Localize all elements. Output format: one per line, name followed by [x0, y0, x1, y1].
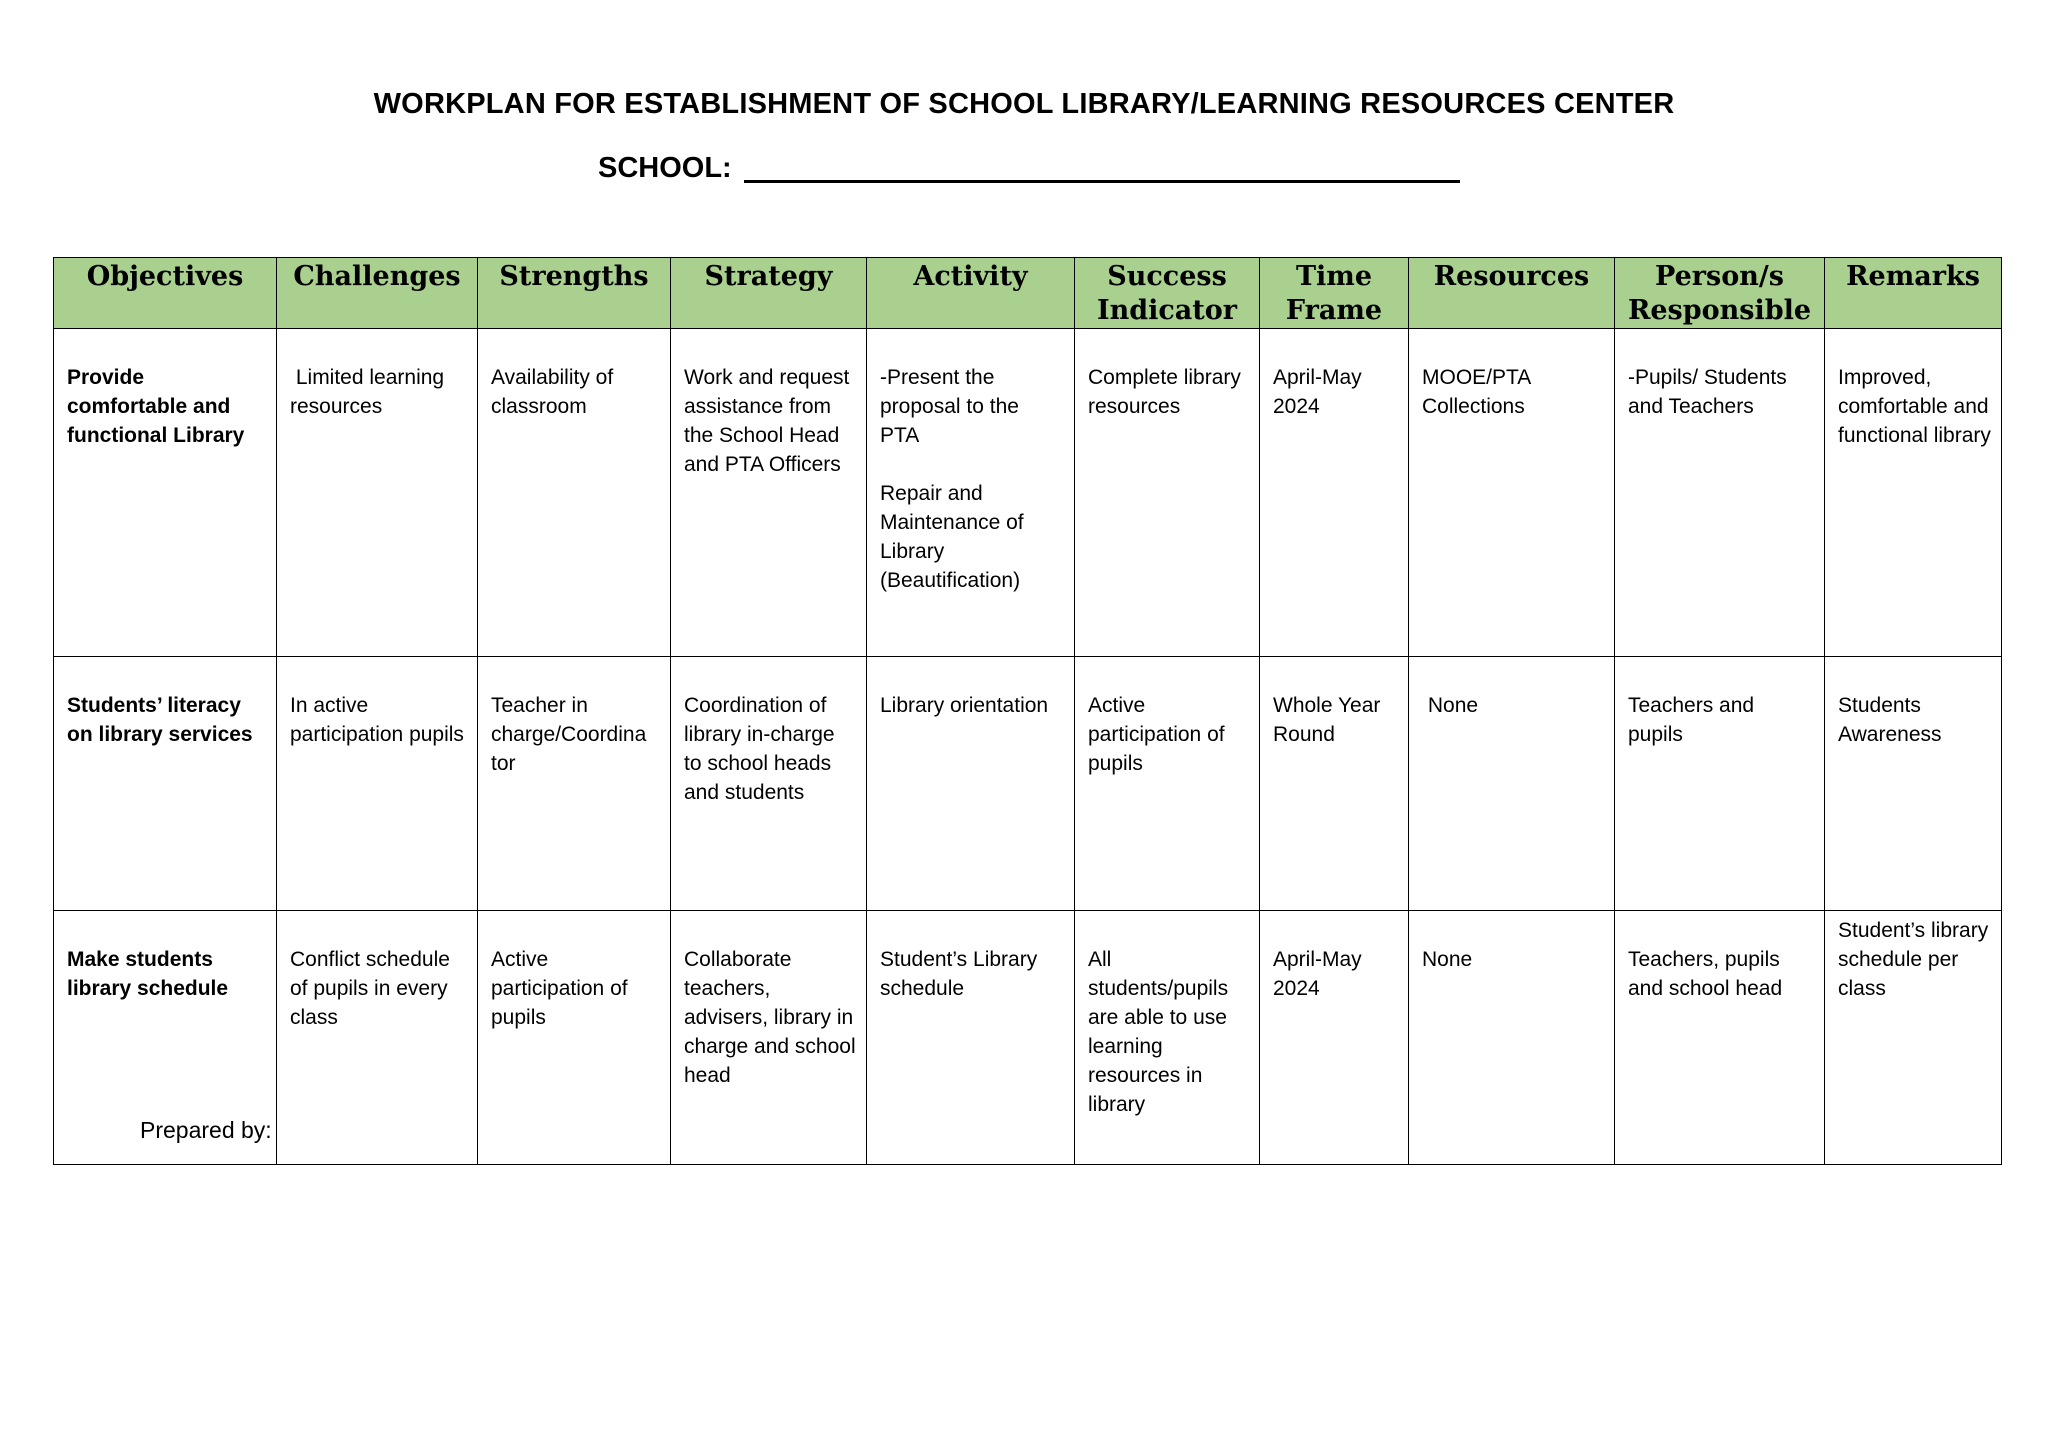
cell-activity: Library orientation — [867, 657, 1075, 911]
cell-resources: MOOE/PTA Collections — [1409, 329, 1615, 657]
workplan-table — [53, 257, 2002, 1165]
prepared-by-label: Prepared by: — [140, 1117, 272, 1143]
header-strategy: Strategy — [671, 258, 867, 329]
table-row — [54, 657, 2002, 911]
cell-objectives: Make students library schedule — [54, 911, 277, 1165]
cell-challenges-text: Limited learning resources — [290, 366, 450, 418]
cell-responsible: Teachers and pupils — [1615, 657, 1825, 911]
document-title: WORKPLAN FOR ESTABLISHMENT OF SCHOOL LIBRARY/LEARNING RESOURCES CENTER — [373, 88, 1675, 120]
cell-remarks-text: Student’s library schedule per class — [1838, 919, 1995, 1000]
cell-strategy: Coordination of library in-charge to school heads and students — [671, 657, 867, 911]
header-challenges: Challenges — [277, 258, 478, 329]
header-objectives: Objectives — [54, 258, 277, 329]
cell-time-frame: April-May 2024 — [1260, 911, 1409, 1165]
school-blank-line — [744, 150, 1460, 183]
activity-item: Repair and Maintenance of Library (Beautification) — [880, 482, 1030, 592]
table-header-row — [54, 258, 2002, 329]
cell-strengths: Teacher in charge/Coordina tor — [478, 657, 671, 911]
cell-activity: Student’s Library schedule — [867, 911, 1075, 1165]
cell-objectives: Students’ literacy on library services — [54, 657, 277, 911]
cell-responsible: -Pupils/ Students and Teachers — [1615, 329, 1825, 657]
cell-strengths: Active participation of pupils — [478, 911, 671, 1165]
header-persons-responsible: Person/s Responsible — [1615, 258, 1825, 329]
cell-challenges: Conflict schedule of pupils in every class — [277, 911, 478, 1165]
cell-strategy: Work and request assistance from the School Head and PTA Officers — [671, 329, 867, 657]
cell-resources-text: None — [1422, 694, 1479, 717]
cell-challenges — [277, 329, 478, 657]
activity-item: -Present the proposal to the PTA — [880, 366, 1025, 447]
cell-time-frame: Whole Year Round — [1260, 657, 1409, 911]
school-label: SCHOOL: — [598, 152, 732, 184]
cell-objectives: Provide comfortable and functional Library — [54, 329, 277, 657]
table-row — [54, 329, 2002, 657]
cell-responsible: Teachers, pupils and school head — [1615, 911, 1825, 1165]
header-remarks: Remarks — [1825, 258, 2002, 329]
cell-resources: None — [1409, 911, 1615, 1165]
header-success-indicator: Success Indicator — [1075, 258, 1260, 329]
table-row — [54, 911, 2002, 1165]
cell-challenges: In active participation pupils — [277, 657, 478, 911]
header-strengths: Strengths — [478, 258, 671, 329]
cell-remarks: Students Awareness — [1825, 657, 2002, 911]
header-activity: Activity — [867, 258, 1075, 329]
cell-time-frame: April-May 2024 — [1260, 329, 1409, 657]
school-field — [598, 150, 1460, 185]
cell-strengths: Availability of classroom — [478, 329, 671, 657]
cell-resources — [1409, 657, 1615, 911]
cell-remarks — [1825, 911, 2002, 1165]
header-resources: Resources — [1409, 258, 1615, 329]
cell-remarks: Improved, comfortable and functional library — [1825, 329, 2002, 657]
cell-strategy: Collaborate teachers, advisers, library in charge and school head — [671, 911, 867, 1165]
cell-success-indicator: Complete library resources — [1075, 329, 1260, 657]
cell-success-indicator: All students/pupils are able to use learning resources in library — [1075, 911, 1260, 1165]
cell-activity — [867, 329, 1075, 657]
header-time-frame: Time Frame — [1260, 258, 1409, 329]
cell-success-indicator: Active participation of pupils — [1075, 657, 1260, 911]
